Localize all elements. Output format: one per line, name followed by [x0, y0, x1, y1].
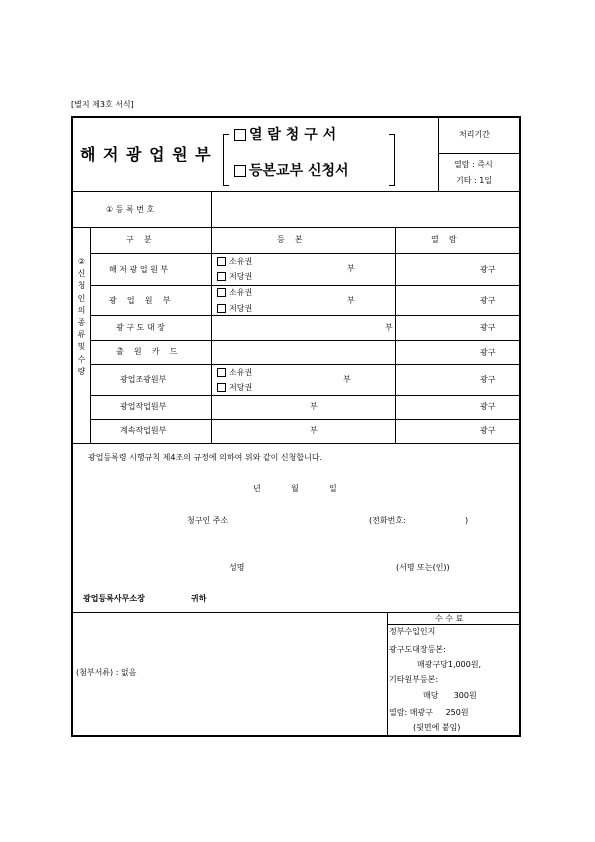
honorific: 귀하 — [191, 594, 207, 603]
processing-line-other: 기타 : 1일 — [456, 176, 493, 185]
registration-no-label: ① 등 록 번 호 — [106, 205, 155, 214]
fee-line: 매광구당1,000원, — [417, 660, 482, 669]
row-line-7 — [90, 419, 520, 420]
fee-divider — [387, 612, 388, 736]
row-line-5 — [90, 364, 520, 365]
recipient: 광업등록사무소장 — [83, 594, 145, 603]
col-header-copy: 등 본 — [277, 235, 303, 244]
col-header-viewing: 열 람 — [431, 235, 457, 244]
left-bracket — [223, 134, 229, 186]
col-divider-1 — [211, 227, 212, 443]
table-bottom — [71, 443, 521, 444]
processing-header: 처리기간 — [459, 130, 490, 139]
row-line-6 — [90, 395, 520, 396]
row-label: 광 업 원 부 — [109, 296, 171, 305]
fee-line: 정부수입인지 — [389, 627, 436, 636]
viewing-unit: 광구 — [480, 323, 496, 332]
checkbox[interactable] — [217, 304, 226, 313]
copy-unit: 부 — [310, 426, 318, 435]
reg-bottom — [71, 227, 521, 228]
copy-unit: 부 — [385, 323, 393, 332]
form-title: 해 저 광 업 원 부 — [80, 145, 212, 164]
signature-label: (서명 또는(인)) — [396, 563, 450, 572]
option-mortgage[interactable]: 저당권 — [217, 272, 252, 281]
request-option-view[interactable]: 열 람 청 구 서 — [234, 128, 336, 142]
row-label: 광업작업원부 — [120, 402, 167, 411]
copy-unit: 부 — [347, 264, 355, 273]
request-option-copy[interactable]: 등본교부 신청서 — [234, 164, 349, 178]
row-label: 광 구 도 대 장 — [116, 323, 165, 332]
viewing-unit: 광구 — [480, 375, 496, 384]
viewing-unit: 광구 — [480, 296, 496, 305]
copy-unit: 부 — [343, 375, 351, 384]
registration-no-field[interactable] — [212, 192, 518, 226]
right-bracket — [389, 134, 395, 186]
row-line-1 — [90, 253, 520, 254]
name-label: 성명 — [229, 563, 245, 572]
side-label: ② 신 청 인 의 종 류 및 수 량 — [77, 257, 86, 376]
option-ownership[interactable]: 소유권 — [217, 257, 252, 266]
checkbox-copy[interactable] — [234, 165, 246, 177]
phone-label: (전화번호: — [369, 516, 406, 525]
fee-header-line — [387, 624, 520, 625]
fee-header: 수 수 료 — [435, 614, 464, 623]
checkbox[interactable] — [217, 383, 226, 392]
fee-line: 광구도대장등본: — [389, 645, 446, 654]
attachments-label: (첨부서류) : 없음 — [76, 668, 137, 677]
col-header-category: 구 분 — [126, 235, 152, 244]
checkbox-view[interactable] — [234, 129, 246, 141]
viewing-unit: 광구 — [480, 348, 496, 357]
frame-bottom — [71, 735, 521, 737]
row-label: 해 저 광 업 원 부 — [109, 265, 169, 274]
form-label: [별지 제3호 서식] — [71, 100, 134, 109]
address-label: 청구인 주소 — [187, 516, 229, 525]
phone-close: ) — [465, 516, 469, 525]
row-line-2 — [90, 285, 520, 286]
col-divider-2 — [395, 227, 396, 443]
checkbox[interactable] — [217, 368, 226, 377]
option-ownership[interactable]: 소유권 — [217, 288, 252, 297]
copy-unit: 부 — [310, 402, 318, 411]
viewing-unit: 광구 — [480, 426, 496, 435]
fee-line: 열람: 매광구 250원 — [389, 708, 469, 717]
row-label: 출 원 카 드 — [116, 347, 178, 356]
viewing-unit: 광구 — [480, 265, 496, 274]
row-line-4 — [90, 340, 520, 341]
row-label: 광업조광원부 — [120, 375, 167, 384]
date-day: 일 — [329, 484, 337, 493]
checkbox[interactable] — [217, 257, 226, 266]
row-line-3 — [90, 315, 520, 316]
date-year: 년 — [253, 484, 261, 493]
fee-line: (뒷면에 붙임) — [413, 723, 461, 732]
frame-top — [71, 116, 521, 118]
row-label: 계속작업원부 — [120, 426, 167, 435]
checkbox[interactable] — [217, 288, 226, 297]
viewing-unit: 광구 — [480, 402, 496, 411]
option-ownership[interactable]: 소유권 — [217, 368, 252, 377]
date-month: 월 — [291, 484, 299, 493]
fee-top — [71, 612, 521, 613]
checkbox[interactable] — [217, 272, 226, 281]
copy-unit: 부 — [347, 296, 355, 305]
option-mortgage[interactable]: 저당권 — [217, 304, 252, 313]
frame-right — [519, 116, 521, 736]
declaration-text: 광업등록령 시행규칙 제4조의 규정에 의하여 위와 같이 신청합니다. — [88, 453, 323, 462]
side-divider — [90, 227, 91, 443]
frame-left — [71, 116, 73, 736]
processing-line-view: 열람 : 즉시 — [454, 160, 493, 169]
fee-line: 매당 300원 — [423, 691, 477, 700]
fee-line: 기타원부등본: — [389, 675, 439, 684]
processing-sep — [438, 153, 520, 154]
option-mortgage[interactable]: 저당권 — [217, 383, 252, 392]
